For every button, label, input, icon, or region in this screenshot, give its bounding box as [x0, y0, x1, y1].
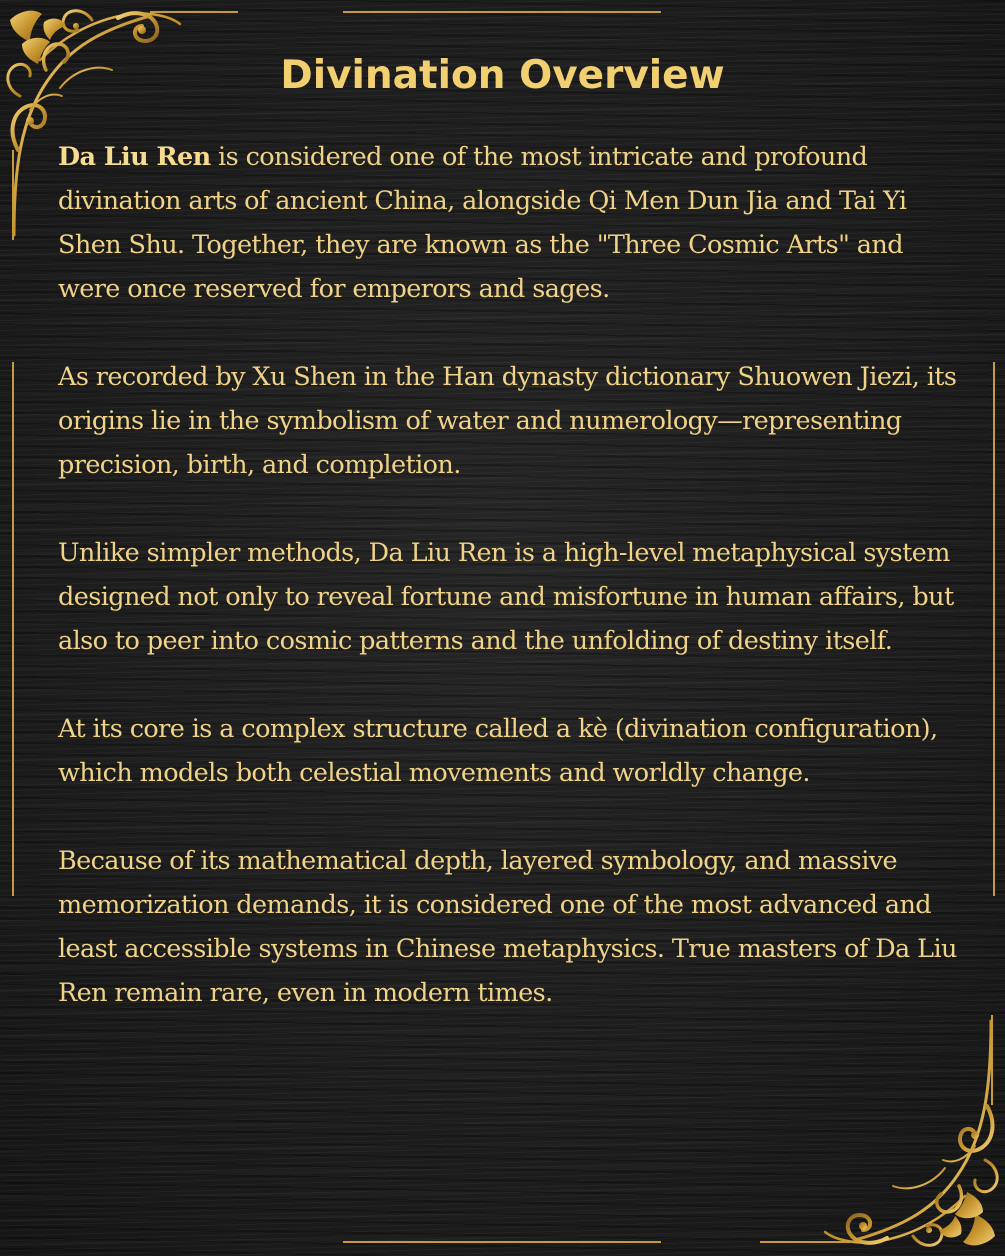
paragraph-text: Unlike simpler methods, Da Liu Ren is a high-level metaphysical system designed not only to reveal fortune and misfortune in human affairs, but also to peer into cosmic patterns and the unfolding of destiny itself.: [58, 538, 954, 656]
paragraph-structure: [58, 707, 958, 795]
paragraph-origins: [58, 355, 958, 487]
paragraph-purpose: [58, 531, 958, 663]
paragraph-mastery: [58, 839, 958, 1015]
right-border-line: [993, 362, 995, 896]
paragraph-text: is considered one of the most intricate and profound divination arts of ancient China, alongside Qi Men Dun Jia and Tai Yi Shen Shu. Together, they are known as the "Three Cosmic Arts" and were once reserved for emperors and sages.: [58, 142, 907, 304]
paragraph-intro: [58, 135, 958, 311]
bottom-divider: [343, 1241, 661, 1243]
page-title: Divination Overview: [280, 53, 725, 98]
paragraph-text: At its core is a complex structure called a kè (divination configuration), which models both celestial movements and worldly change.: [58, 714, 938, 788]
paragraph-text: Because of its mathematical depth, layered symbology, and massive memorization demands, it is considered one of the most advanced and least accessible systems in Chinese metaphysics. True masters of Da Liu Ren remain rare, even in modern times.: [58, 846, 957, 1008]
left-border-line: [12, 362, 14, 896]
overview-text: [58, 135, 958, 1059]
highlight-term: Da Liu Ren: [58, 142, 211, 172]
paragraph-text: As recorded by Xu Shen in the Han dynasty dictionary Shuowen Jiezi, its origins lie in the symbolism of water and numerology—representing precision, birth, and completion.: [58, 362, 957, 480]
top-divider: [343, 11, 661, 13]
